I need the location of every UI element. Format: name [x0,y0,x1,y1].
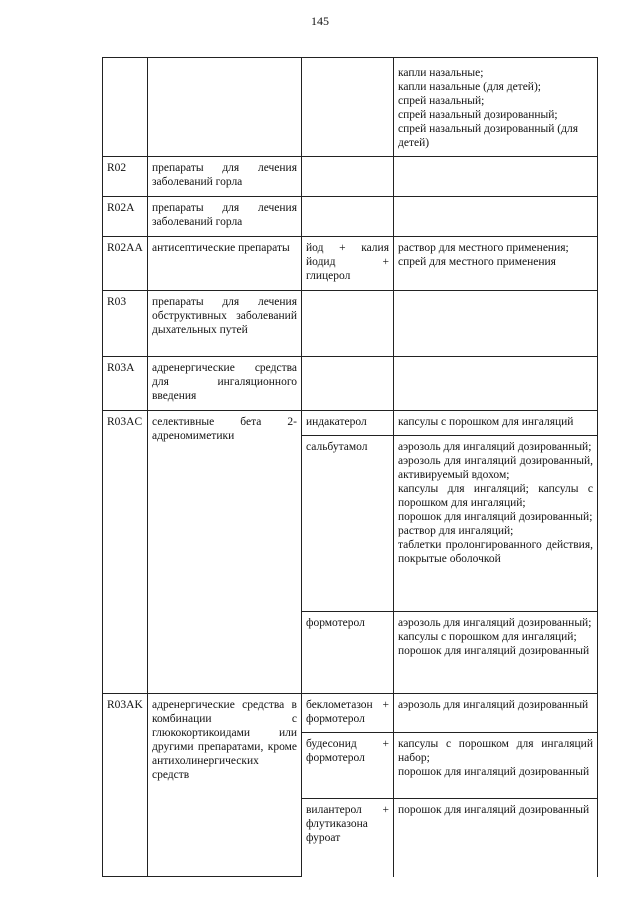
drug-cell: сальбутамол [302,436,394,612]
group-cell: адренергические средства в комбинации с глюкокортикоидами или другими препаратами, кроме антихолинергических средств [148,694,302,877]
atc-code-cell: R02 [103,157,148,197]
drug-cell: индакатерол [302,411,394,436]
drug-cell [302,291,394,357]
group-cell: препараты для лечения обструктивных заболеваний дыхательных путей [148,291,302,357]
table-row [103,357,598,411]
atc-code-cell: R03A [103,357,148,411]
atc-code-cell: R02A [103,197,148,237]
drug-cell: формотерол [302,612,394,694]
atc-code-cell: R02AA [103,237,148,291]
table-row [103,58,598,157]
forms-cell: аэрозоль для ингаляций дозированный; аэрозоль для ингаляций дозированный, активируемый вдохом; капсулы для ингаляций; капсулы с порошком для ингаляций; порошок для ингаляций дозированный; раствор для ингаляций; таблетки пролонгированного действия, покрытые оболочкой [394,436,598,612]
forms-cell: аэрозоль для ингаляций дозированный; капсулы с порошком для ингаляций; порошок для ингаляций дозированный [394,612,598,694]
atc-code-cell: R03 [103,291,148,357]
table-row [103,237,598,291]
drug-cell [302,357,394,411]
drug-table [102,57,598,877]
forms-cell: капли назальные; капли назальные (для детей); спрей назальный; спрей назальный дозированный; спрей назальный дозированный (для детей) [394,58,598,157]
group-cell: селективные бета 2-адреномиметики [148,411,302,694]
drug-cell: будесонид + формотерол [302,733,394,799]
group-cell: антисептические препараты [148,237,302,291]
table-row [103,197,598,237]
atc-code-cell [103,58,148,157]
drug-cell: беклометазон + формотерол [302,694,394,733]
table-row [103,157,598,197]
group-cell [148,58,302,157]
forms-cell [394,291,598,357]
drug-cell [302,58,394,157]
group-cell: адренергические средства для ингаляционного введения [148,357,302,411]
forms-cell: аэрозоль для ингаляций дозированный [394,694,598,733]
forms-cell [394,357,598,411]
page-number: 145 [311,14,329,28]
atc-code-cell: R03AC [103,411,148,694]
forms-cell [394,157,598,197]
drug-cell: вилантерол + флутиказона фуроат [302,799,394,877]
atc-code-cell: R03AK [103,694,148,877]
table-row [103,411,598,436]
drug-cell [302,157,394,197]
forms-cell: капсулы с порошком для ингаляций набор; порошок для ингаляций дозированный [394,733,598,799]
table-row [103,694,598,733]
forms-cell: порошок для ингаляций дозированный [394,799,598,877]
group-cell: препараты для лечения заболеваний горла [148,197,302,237]
drug-cell [302,197,394,237]
forms-cell [394,197,598,237]
drug-cell: йод + калия йодид + глицерол [302,237,394,291]
table-row [103,291,598,357]
forms-cell: капсулы с порошком для ингаляций [394,411,598,436]
forms-cell: раствор для местного применения; спрей для местного применения [394,237,598,291]
group-cell: препараты для лечения заболеваний горла [148,157,302,197]
